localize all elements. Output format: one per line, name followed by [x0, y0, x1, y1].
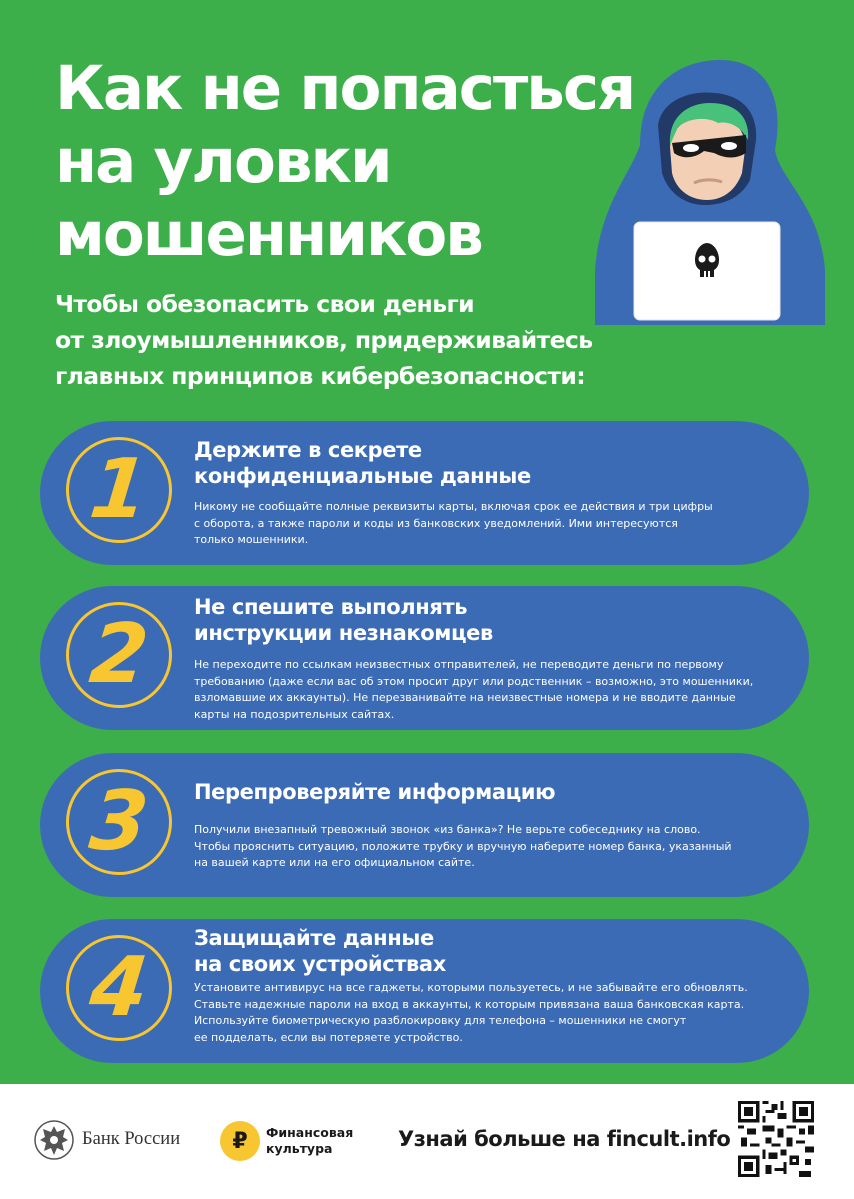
- page-title: [55, 52, 635, 271]
- title-line: конфиденциальные данные: [194, 464, 531, 488]
- title-line: инструкции незнакомцев: [194, 621, 493, 645]
- principle-number: 3: [85, 774, 153, 869]
- principle-card-2: [40, 586, 809, 730]
- principle-text: [194, 499, 794, 549]
- text-line: Чтобы прояснить ситуацию, положите трубку и вручную наберите номер банка, указанный: [194, 839, 732, 853]
- principle-title: [194, 779, 794, 805]
- text-line: Используйте биометрическую разблокировку для телефона – мошенники не смогут: [194, 1014, 687, 1027]
- principle-text: [194, 822, 794, 872]
- text-line: требованию (даже если вас об этом просит друг или родственник – возможно, это мошенники,: [194, 674, 754, 688]
- text-line: Никому не сообщайте полные реквизиты карты, включая срок ее действия и три цифры: [194, 500, 713, 513]
- fin-culture-logo-text: [266, 1125, 353, 1157]
- qr-code-icon[interactable]: [738, 1101, 814, 1177]
- text-line: только мошенники.: [194, 533, 309, 546]
- text-line: взломавшие их аккаунты). Не перезванивайте на неизвестные номера и не вводите данные: [194, 691, 736, 704]
- subtitle-line: от злоумышленников, придерживайтесь: [55, 326, 593, 354]
- principle-number: 1: [85, 442, 153, 537]
- subtitle-line: Чтобы обезопасить свои деньги: [55, 290, 474, 318]
- principle-text: [194, 657, 794, 723]
- number-circle: [66, 769, 172, 875]
- text-line: ее подделать, если вы потеряете устройство.: [194, 1030, 463, 1044]
- bank-name: Банк России: [82, 1129, 181, 1149]
- logo-line: культура: [266, 1141, 333, 1156]
- number-circle: [66, 437, 172, 543]
- text-line: карты на подозрительных сайтах.: [194, 707, 395, 721]
- title-line: мошенников: [55, 199, 482, 270]
- title-line: на уловки: [55, 126, 391, 197]
- title-line: на своих устройствах: [194, 952, 446, 976]
- text-line: Не переходите по ссылкам неизвестных отправителей, не переводите деньги по первому: [194, 658, 724, 671]
- hacker-illustration: [590, 55, 830, 325]
- text-line: на вашей карте или на его официальном сайте.: [194, 856, 475, 869]
- principle-title: [194, 437, 794, 489]
- principle-title: [194, 925, 794, 977]
- text-line: с оборота, а также пароли и коды из банковских уведомлений. Ими интересуются: [194, 516, 678, 530]
- title-line: Перепроверяйте информацию: [194, 780, 556, 804]
- text-line: Установите антивирус на все гаджеты, которыми пользуетесь, и не забывайте его обновлять.: [194, 981, 748, 994]
- principle-title: [194, 594, 794, 646]
- title-line: Не спешите выполнять: [194, 595, 468, 619]
- principle-card-4: [40, 919, 809, 1063]
- title-line: Держите в секрете: [194, 438, 422, 462]
- learn-more-link[interactable]: Узнай больше на fincult.info: [398, 1127, 731, 1151]
- subtitle-line: главных принципов кибербезопасности:: [55, 362, 586, 390]
- principle-card-3: [40, 753, 809, 897]
- title-line: Защищайте данные: [194, 926, 434, 950]
- title-line: Как не попасться: [55, 53, 635, 124]
- text-line: Ставьте надежные пароли на вход в аккаунты, к которым привязана ваша банковская карта.: [194, 997, 745, 1011]
- principle-card-1: [40, 421, 809, 565]
- text-line: Получили внезапный тревожный звонок «из банка»? Не верьте собеседнику на слово.: [194, 823, 701, 836]
- bank-of-russia-eagle-icon: [34, 1118, 74, 1162]
- principle-text: [194, 980, 794, 1046]
- number-circle: [66, 602, 172, 708]
- subtitle: [55, 286, 645, 394]
- principle-number: 2: [85, 607, 153, 702]
- logo-line: Финансовая: [266, 1125, 354, 1140]
- number-circle: [66, 935, 172, 1041]
- ruble-coin-icon: ₽: [220, 1121, 260, 1161]
- principle-number: 4: [85, 940, 153, 1035]
